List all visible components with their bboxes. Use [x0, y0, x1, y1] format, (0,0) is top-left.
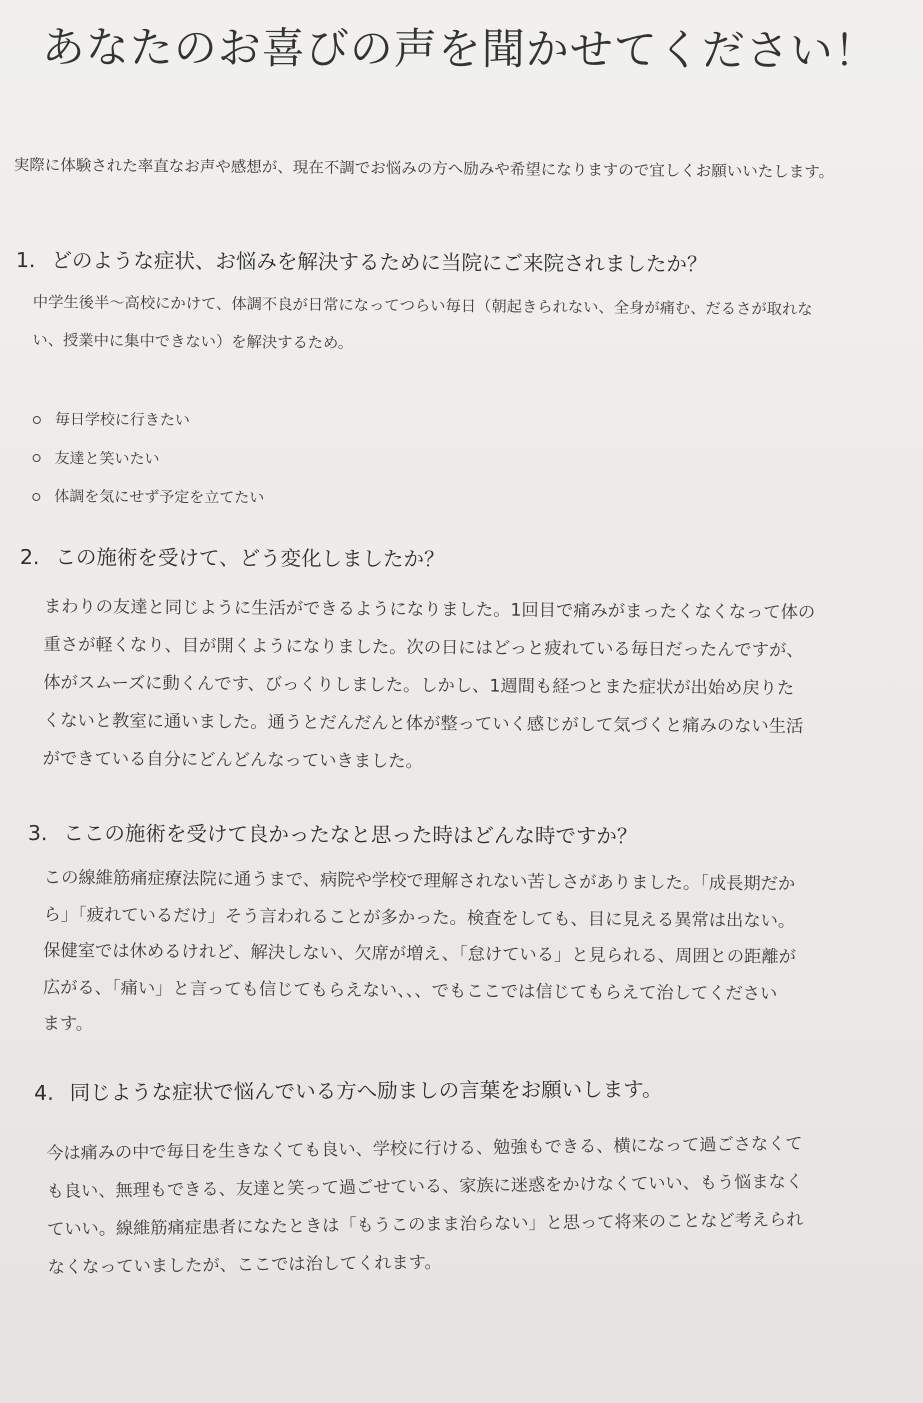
question-1-heading: [16, 243, 708, 277]
question-4-heading: [34, 1072, 663, 1106]
answer-1-line: 中学生後半～高校にかけて、体調不良が日常になってつらい毎日（朝起きられない、全身が痛む、だるさが取れな: [32, 292, 813, 319]
form-title: あなたのお喜びの声を聞かせてください！: [41, 22, 878, 77]
answer-2-line: ができている自分にどんどんなっていきました。: [42, 748, 423, 772]
circle-bullet-icon: [33, 415, 41, 423]
list-item: [33, 400, 265, 440]
circle-bullet-icon: [32, 492, 40, 500]
circle-bullet-icon: [33, 454, 41, 462]
answer-4-line: ていい。線維筋痛症患者になたときは「もうこのまま治らない」と思って将来のことなど考えられ: [47, 1210, 804, 1240]
question-2-number: 2.: [19, 544, 40, 570]
question-3-number: 3.: [27, 820, 48, 846]
question-2-heading: [20, 540, 445, 572]
question-1-text: どのような症状、お悩みを解決するために当院にご来院されましたか？: [51, 248, 708, 277]
list-item-text: 体調を気にせず予定を立てたい: [54, 487, 265, 507]
answer-4-line: なくなっていましたが、ここでは治してくれます。: [47, 1252, 442, 1278]
answer-2-line: 重さが軽くなり、目が開くようになりました。次の日にはどっと疲れている毎日だったんですが、: [43, 634, 804, 661]
list-item: [32, 477, 264, 517]
answer-4: [46, 1125, 804, 1287]
answer-3-line: ら」「疲れているだけ」そう言われることが多かった。検査をしても、目に見える異常は出ない。: [43, 904, 796, 932]
wish-list: [32, 400, 265, 517]
answer-4-line: 今は痛みの中で毎日を生きなくても良い、学校に行ける、勉強もできる、横になって過ごさなくて: [46, 1134, 803, 1164]
answer-1: [32, 283, 813, 366]
list-item: [32, 438, 264, 478]
intro-text: 実際に体験された率直なお声や感想が、現在不調でお悩みの方へ励みや希望になりますので宜しくお願いいたします。: [13, 155, 835, 182]
answer-3-line: この線維筋痛症療法院に通うまで、病院や学校で理解されない苦しさがありました。「成長期だか: [43, 867, 796, 895]
list-item-text: 友達と笑いたい: [54, 448, 160, 468]
answer-3: [42, 860, 796, 1049]
answer-3-line: 広がる、「痛い」と言っても信じてもらえない、、、でもここでは信じてもらえて治してください: [42, 977, 778, 1004]
answer-1-line: い、授業中に集中できない）を解決するため。: [32, 330, 354, 353]
question-4-text: 同じような症状で悩んでいる方へ励ましの言葉をお願いします。: [69, 1077, 663, 1105]
question-3-heading: [28, 816, 638, 849]
answer-2-line: 体がスムーズに動くんです、びっくりしました。しかし、1週間も経つとまた症状が出始め戻りた: [43, 672, 795, 699]
question-3-text: ここの施術を受けて良かったなと思った時はどんな時ですか？: [63, 821, 638, 849]
list-item-text: 毎日学校に行きたい: [54, 410, 190, 430]
answer-3-line: 保健室では休めるけれど、解決しない、欠席が増え、「怠けている」と見られる、周囲との距離が: [43, 940, 797, 968]
answer-4-line: も良い、無理もできる、友達と笑って過ごせている、家族に迷惑をかけなくていい、もう悩まなく: [46, 1172, 804, 1202]
question-1-number: 1.: [15, 247, 36, 273]
answer-2: [43, 588, 816, 784]
answer-3-line: ます。: [42, 1013, 94, 1035]
answer-2-line: まわりの友達と同じように生活ができるようになりました。1回目で痛みがまったくなくなって体の: [43, 596, 816, 624]
answer-2-line: くないと教室に通いました。通うとだんだんと体が整っていく感じがして気づくと痛みのない生活: [42, 710, 804, 737]
question-2-text: この施術を受けて、どう変化しましたか？: [55, 545, 445, 572]
question-4-number: 4.: [34, 1080, 54, 1105]
